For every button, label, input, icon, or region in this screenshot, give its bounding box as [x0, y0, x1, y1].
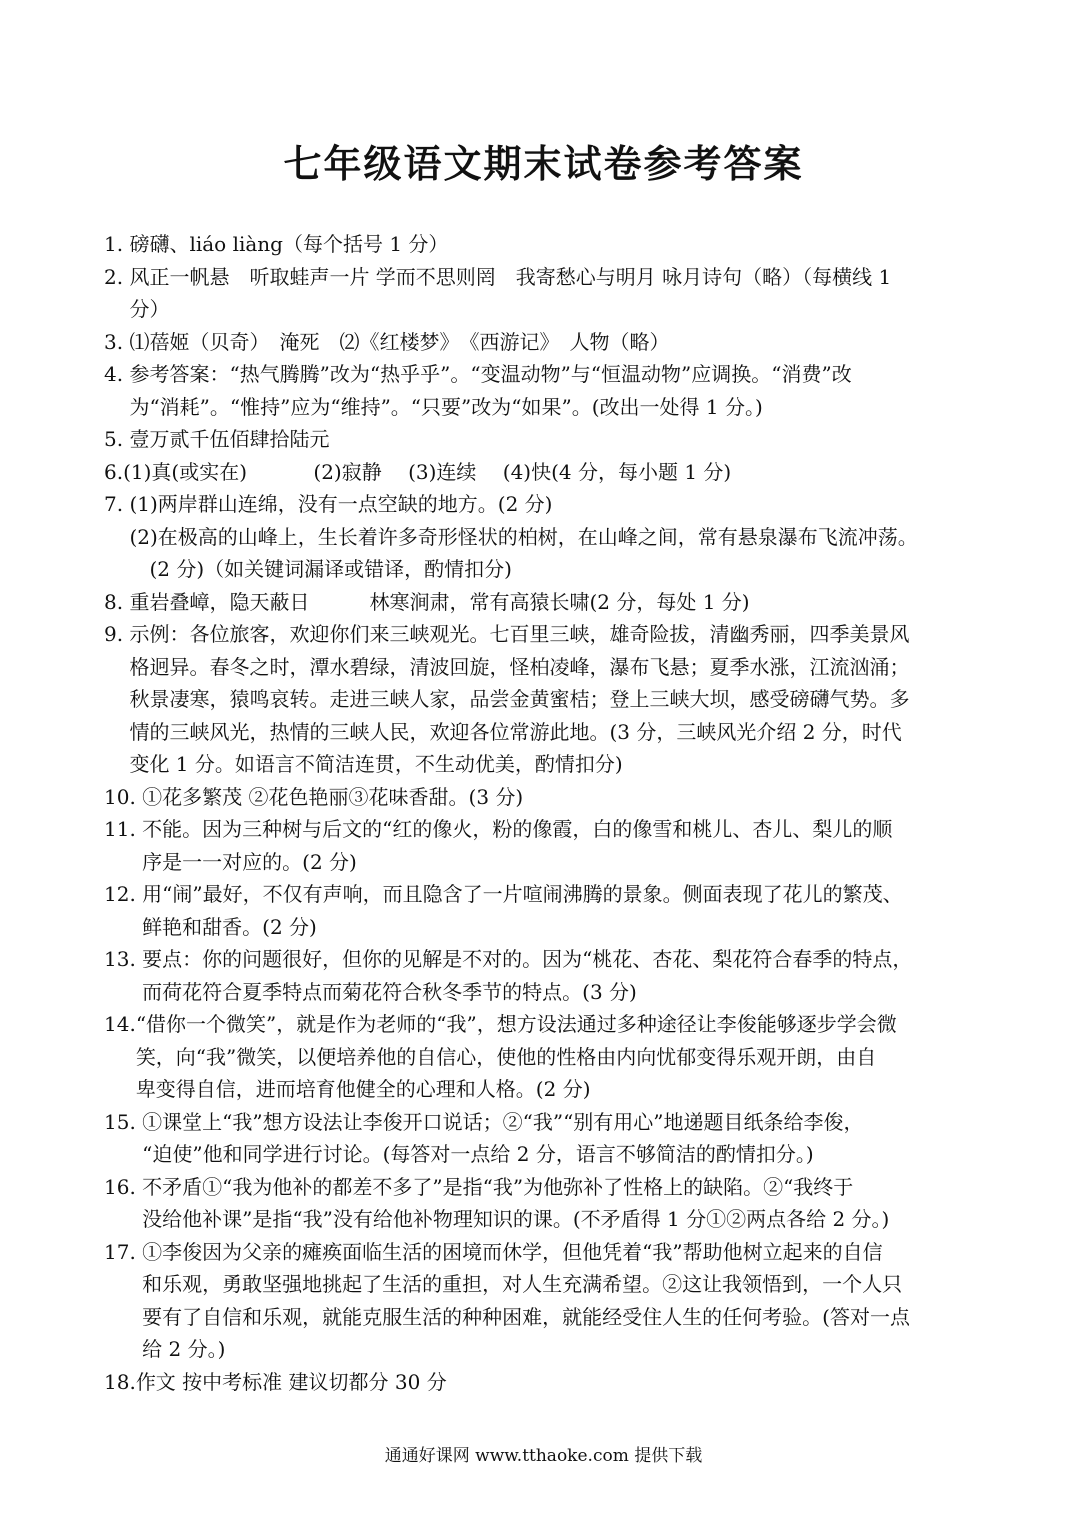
answer-line: 磅礴、liáo liàng（每个括号 1 分） [129, 232, 449, 256]
answer-text [142, 1171, 994, 1236]
answer-item [104, 1171, 994, 1236]
answer-line: 给 2 分。) [142, 1337, 226, 1361]
answer-line: 笑，向“我”微笑，以便培养他的自信心，使他的性格由内向忧郁变得乐观开朗，由自 [135, 1044, 877, 1069]
answer-line: “借你一个微笑”，就是作为老师的“我”，想方设法通过多种途径让李俊能够逐步学会微 [135, 1012, 897, 1036]
answer-number: 14. [104, 1012, 136, 1036]
answer-line: 不矛盾①“我为他补的都差不多了”是指“我”为他弥补了性格上的缺陷。②“我终于 [142, 1174, 854, 1199]
answer-line: ①花多繁茂 ②花色艳丽③花味香甜。(3 分) [142, 784, 524, 809]
answer-line: 要点：你的问题很好，但你的见解是不对的。因为“桃花、杏花、梨花符合春季的特点， [142, 947, 913, 971]
answer-item [104, 618, 994, 781]
page-footer: 通通好课网 www.tthaoke.com 提供下载 [384, 1446, 703, 1466]
answer-line: 情的三峡风光，热情的三峡人民，欢迎各位常游此地。(3 分，三峡风光介绍 2 分，时代 [129, 719, 902, 744]
answer-line: 壹万贰千伍佰肆拾陆元 [129, 427, 330, 451]
answer-item [104, 358, 994, 423]
answer-line: 作文 按中考标准 建议切都分 30 分 [135, 1369, 447, 1394]
answer-text [129, 618, 994, 781]
answer-line: (2 分)（如关键词漏译或错译，酌情扣分) [129, 557, 512, 581]
answer-line: 示例：各位旅客，欢迎你们来三峡观光。七百里三峡，雄奇险拔，清幽秀丽，四季美景风 [129, 622, 910, 646]
answer-text [129, 228, 994, 261]
answer-text [129, 261, 994, 326]
answer-item [104, 813, 994, 878]
answer-number: 9. [104, 622, 130, 646]
answer-text [123, 456, 994, 489]
answer-item [104, 228, 994, 261]
answer-text [136, 1008, 994, 1106]
answer-text [136, 1366, 994, 1399]
answer-line: 卑变得自信，进而培育他健全的心理和人格。(2 分) [135, 1077, 591, 1101]
answer-number: 17. [104, 1239, 143, 1264]
answer-line: 风正一帆悬 听取蛙声一片 学而不思则罔 我寄愁心与明月 咏月诗句（略）（每横线 1 [129, 264, 892, 289]
answer-line: 和乐观，勇敢坚强地挑起了生活的重担，对人生充满希望。②这让我领悟到，一个人只 [142, 1272, 903, 1296]
answer-number: 15. [104, 1109, 143, 1134]
answer-text [129, 423, 994, 456]
answer-item [104, 1008, 994, 1106]
answer-text [142, 813, 994, 878]
answer-line: 参考答案：“热气腾腾”改为“热乎乎”。“变温动物”与“恒温动物”应调换。“消费”改 [129, 362, 852, 386]
answer-number: 4. [104, 362, 130, 386]
answer-line: 分） [129, 297, 170, 321]
answer-item [104, 423, 994, 456]
answer-line: ⑴蓓姬（贝奇） 淹死 ⑵《红楼梦》 《西游记》 人物（略） [129, 329, 670, 354]
answer-item [104, 488, 994, 586]
answer-text [142, 1106, 994, 1171]
answer-line: 为“消耗”。“惟持”应为“维持”。“只要”改为“如果”。(改出一处得 1 分。) [129, 394, 763, 419]
answer-line: (1)两岸群山连绵，没有一点空缺的地方。(2 分) [129, 492, 553, 516]
answer-text [129, 326, 994, 359]
answer-number: 8. [104, 589, 130, 614]
answer-number: 1. [104, 232, 130, 256]
answer-item [104, 261, 994, 326]
answer-number: 7. [104, 492, 130, 516]
answer-line: ①李俊因为父亲的瘫痪面临生活的困境而休学，但他凭着“我”帮助他树立起来的自信 [142, 1239, 883, 1264]
answer-line: (1)真(或实在) (2)寂静 (3)连续 (4)快(4 分，每小题 1 分) [123, 459, 732, 484]
answer-text [142, 878, 994, 943]
answer-item [104, 878, 994, 943]
answer-number: 10. [104, 784, 143, 809]
answer-line: 鲜艳和甜香。(2 分) [142, 914, 317, 939]
answer-item [104, 1236, 994, 1366]
answer-item [104, 456, 994, 489]
answer-item [104, 1106, 994, 1171]
answer-line: 重岩叠嶂，隐天蔽日 林寒涧肃，常有高猿长啸(2 分，每处 1 分) [129, 589, 750, 614]
answer-line: 格迥异。春冬之时，潭水碧绿，清波回旋，怪柏凌峰，瀑布飞悬；夏季水涨，江流汹涌； [129, 654, 910, 679]
answer-line: 不能。因为三种树与后文的“红的像火，粉的像霞，白的像雪和桃儿、杏儿、梨儿的顺 [142, 817, 893, 841]
answer-text [142, 1236, 994, 1366]
answer-number: 12. [104, 882, 143, 906]
answer-line: (2)在极高的山峰上，生长着许多奇形怪状的柏树，在山峰之间，常有悬泉瀑布飞流冲荡。 [129, 524, 918, 549]
answer-text [129, 586, 994, 619]
answer-text [129, 358, 994, 423]
answer-number: 3. [104, 329, 130, 354]
answer-text [129, 488, 994, 586]
answer-number: 16. [104, 1174, 143, 1199]
answer-text [142, 943, 994, 1008]
answer-number: 13. [104, 947, 143, 971]
answer-line: 变化 1 分。如语言不简洁连贯，不生动优美，酌情扣分) [129, 752, 623, 776]
answer-line: 要有了自信和乐观，就能克服生活的种种困难，就能经受住人生的任何考验。(答对一点 [142, 1304, 910, 1329]
answer-number: 11. [104, 817, 143, 841]
answer-number: 6. [104, 459, 124, 484]
answer-number: 5. [104, 427, 130, 451]
answer-item [104, 586, 994, 619]
answer-line: 没给他补课”是指“我”没有给他补物理知识的课。(不矛盾得 1 分①②两点各给 2 分。) [142, 1207, 890, 1231]
answer-line: 用“闹”最好，不仅有声响，而且隐含了一片喧闹沸腾的景象。侧面表现了花儿的繁茂、 [142, 882, 903, 906]
answer-line: 序是一一对应的。(2 分) [142, 849, 357, 874]
answer-item [104, 1366, 994, 1399]
answer-item [104, 326, 994, 359]
answer-item [104, 943, 994, 1008]
answer-line: ①课堂上“我”想方设法让李俊开口说话；②“我”“别有用心”地递题目纸条给李俊， [142, 1109, 864, 1134]
page-title: 七年级语文期末试卷参考答案 [283, 141, 804, 186]
answer-line: “迫使”他和同学进行讨论。(每答对一点给 2 分，语言不够简洁的酌情扣分。) [142, 1142, 814, 1166]
answer-text [142, 781, 994, 814]
answer-number: 18. [104, 1369, 136, 1394]
answer-list [104, 228, 994, 1398]
answer-item [104, 781, 994, 814]
answer-line: 而荷花符合夏季特点而菊花符合秋冬季节的特点。(3 分) [142, 979, 637, 1004]
answer-line: 秋景凄寒，猿鸣哀转。走进三峡人家，品尝金黄蜜桔；登上三峡大坝，感受磅礴气势。多 [129, 687, 910, 711]
answer-number: 2. [104, 264, 130, 289]
